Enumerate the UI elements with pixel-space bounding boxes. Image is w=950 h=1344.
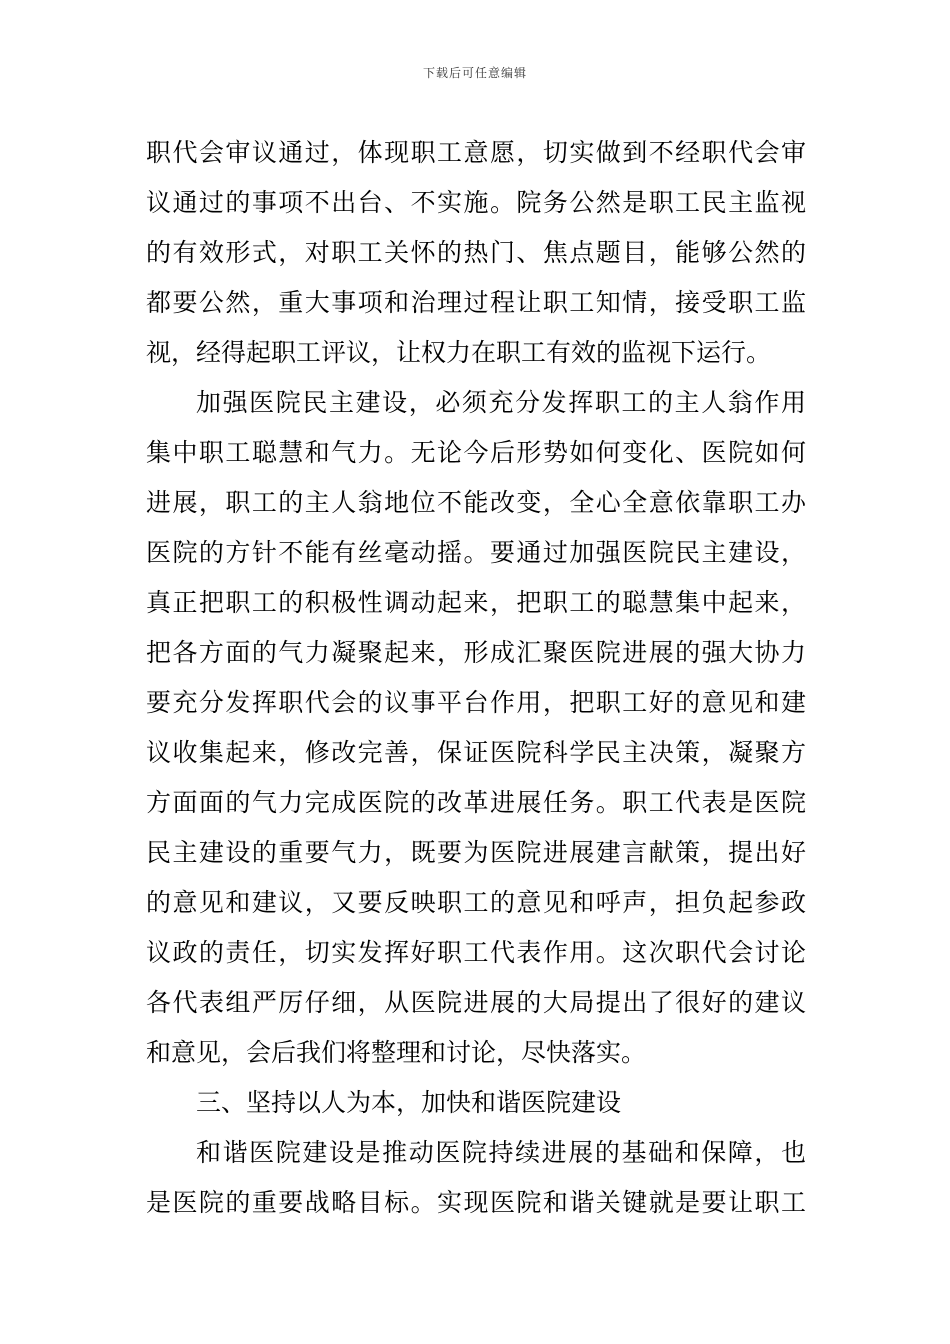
- text-line: 真正把职工的积极性调动起来，把职工的聪慧集中起来，: [146, 588, 806, 617]
- text-line: 视，经得起职工评议，让权力在职工有效的监视下运行。: [146, 338, 772, 367]
- section-heading: 三、坚持以人为本，加快和谐医院建设: [196, 1088, 622, 1117]
- text-line: 议政的责任，切实发挥好职工代表作用。这次职代会讨论: [146, 938, 806, 967]
- text-line: 是医院的重要战略目标。实现医院和谐关键就是要让职工: [146, 1188, 806, 1217]
- paragraph-first-line: 和谐医院建设是推动医院持续进展的基础和保障，也: [196, 1138, 806, 1167]
- text-line: 职代会审议通过，体现职工意愿，切实做到不经职代会审: [146, 138, 806, 167]
- text-line: 要充分发挥职代会的议事平台作用，把职工好的意见和建: [146, 688, 806, 717]
- text-line: 议通过的事项不出台、不实施。院务公然是职工民主监视: [146, 188, 806, 217]
- body-text: [146, 128, 806, 1228]
- text-line: 集中职工聪慧和气力。无论今后形势如何变化、医院如何: [146, 438, 806, 467]
- text-line: 议收集起来，修改完善，保证医院科学民主决策，凝聚方: [146, 738, 806, 767]
- text-line: 都要公然，重大事项和治理过程让职工知情，接受职工监: [146, 288, 806, 317]
- text-line: 的有效形式，对职工关怀的热门、焦点题目，能够公然的: [146, 238, 806, 267]
- text-line: 民主建设的重要气力，既要为医院进展建言献策，提出好: [146, 838, 806, 867]
- paragraph-first-line: 加强医院民主建设，必须充分发挥职工的主人翁作用: [196, 388, 806, 417]
- page-header-note: 下载后可任意编辑: [422, 66, 527, 80]
- text-line: 和意见，会后我们将整理和讨论，尽快落实。: [146, 1038, 647, 1067]
- text-line: 的意见和建议，又要反映职工的意见和呼声，担负起参政: [146, 888, 806, 917]
- text-line: 进展，职工的主人翁地位不能改变，全心全意依靠职工办: [146, 488, 806, 517]
- text-line: 医院的方针不能有丝毫动摇。要通过加强医院民主建设，: [146, 538, 806, 567]
- text-line: 各代表组严厉仔细，从医院进展的大局提出了很好的建议: [146, 988, 806, 1017]
- text-line: 方面面的气力完成医院的改革进展任务。职工代表是医院: [146, 788, 806, 817]
- text-line: 把各方面的气力凝聚起来，形成汇聚医院进展的强大协力: [146, 638, 806, 667]
